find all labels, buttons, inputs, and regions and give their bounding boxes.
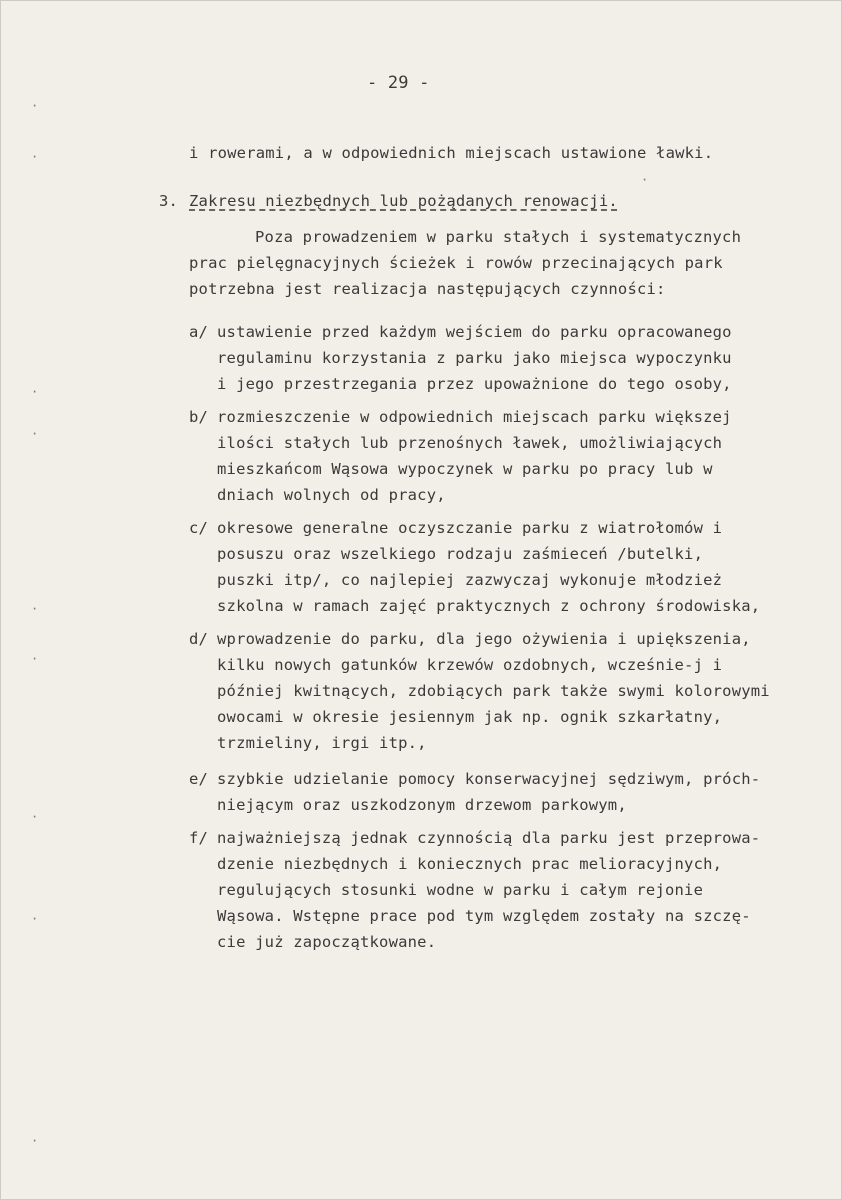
item-d-line: później kwitnących, zdobiących park także swymi kolorowymi	[217, 682, 770, 700]
intro-line: i rowerami, a w odpowiednich miejscach ustawione ławki.	[189, 144, 714, 162]
item-f-line: regulujących stosunki wodne w parku i całym rejonie	[217, 881, 704, 899]
item-label-f: f/	[189, 829, 209, 847]
item-b-line: rozmieszczenie w odpowiednich miejscach parku większej	[217, 408, 732, 426]
margin-mark: ·	[31, 1134, 39, 1148]
margin-mark: ·	[31, 652, 39, 666]
section-number: 3.	[159, 192, 179, 210]
section-intro-line: prac pielęgnacyjnych ścieżek i rowów przecinających park	[189, 254, 723, 272]
item-d-line: trzmieliny, irgi itp.,	[217, 734, 427, 752]
margin-mark: ·	[31, 810, 39, 824]
item-f-line: dzenie niezbędnych i koniecznych prac melioracyjnych,	[217, 855, 723, 873]
item-f-line: Wąsowa. Wstępne prace pod tym względem zostały na szczę-	[217, 907, 751, 925]
margin-mark: ·	[31, 602, 39, 616]
section-intro-line: Poza prowadzeniem w parku stałych i systematycznych	[255, 228, 742, 246]
margin-mark: ·	[31, 912, 39, 926]
item-b-line: ilości stałych lub przenośnych ławek, umożliwiających	[217, 434, 723, 452]
item-e-line: niejącym oraz uszkodzonym drzewom parkowym,	[217, 796, 627, 814]
item-b-line: mieszkańcom Wąsowa wypoczynek w parku po pracy lub w	[217, 460, 713, 478]
item-e-line: szybkie udzielanie pomocy konserwacyjnej sędziwym, próch-	[217, 770, 761, 788]
margin-mark: ·	[31, 385, 39, 399]
item-label-d: d/	[189, 630, 209, 648]
item-f-line: najważniejszą jednak czynnością dla parku jest przeprowa-	[217, 829, 761, 847]
page-number: - 29 -	[367, 73, 430, 93]
item-label-b: b/	[189, 408, 209, 426]
item-a-line: regulaminu korzystania z parku jako miejsca wypoczynku	[217, 349, 732, 367]
item-a-line: ustawienie przed każdym wejściem do parku opracowanego	[217, 323, 732, 341]
section-heading: Zakresu niezbędnych lub pożądanych renowacji.	[189, 192, 618, 210]
item-label-e: e/	[189, 770, 209, 788]
item-c-line: okresowe generalne oczyszczanie parku z wiatrołomów i	[217, 519, 723, 537]
item-c-line: posuszu oraz wszelkiego rodzaju zaśmieceń /butelki,	[217, 545, 704, 563]
margin-mark: ·	[641, 173, 649, 187]
item-label-a: a/	[189, 323, 209, 341]
item-d-line: kilku nowych gatunków krzewów ozdobnych, wcześnie-j i	[217, 656, 723, 674]
item-a-line: i jego przestrzegania przez upoważnione do tego osoby,	[217, 375, 732, 393]
item-d-line: wprowadzenie do parku, dla jego ożywienia i upiększenia,	[217, 630, 751, 648]
margin-mark: ·	[31, 150, 39, 164]
margin-mark: ·	[31, 99, 39, 113]
item-f-line: cie już zapoczątkowane.	[217, 933, 437, 951]
item-b-line: dniach wolnych od pracy,	[217, 486, 446, 504]
section-intro-line: potrzebna jest realizacja następujących czynności:	[189, 280, 666, 298]
item-c-line: puszki itp/, co najlepiej zazwyczaj wykonuje młodzież	[217, 571, 723, 589]
item-c-line: szkolna w ramach zajęć praktycznych z ochrony środowiska,	[217, 597, 761, 615]
item-d-line: owocami w okresie jesiennym jak np. ognik szkarłatny,	[217, 708, 723, 726]
item-label-c: c/	[189, 519, 209, 537]
margin-mark: ·	[31, 427, 39, 441]
